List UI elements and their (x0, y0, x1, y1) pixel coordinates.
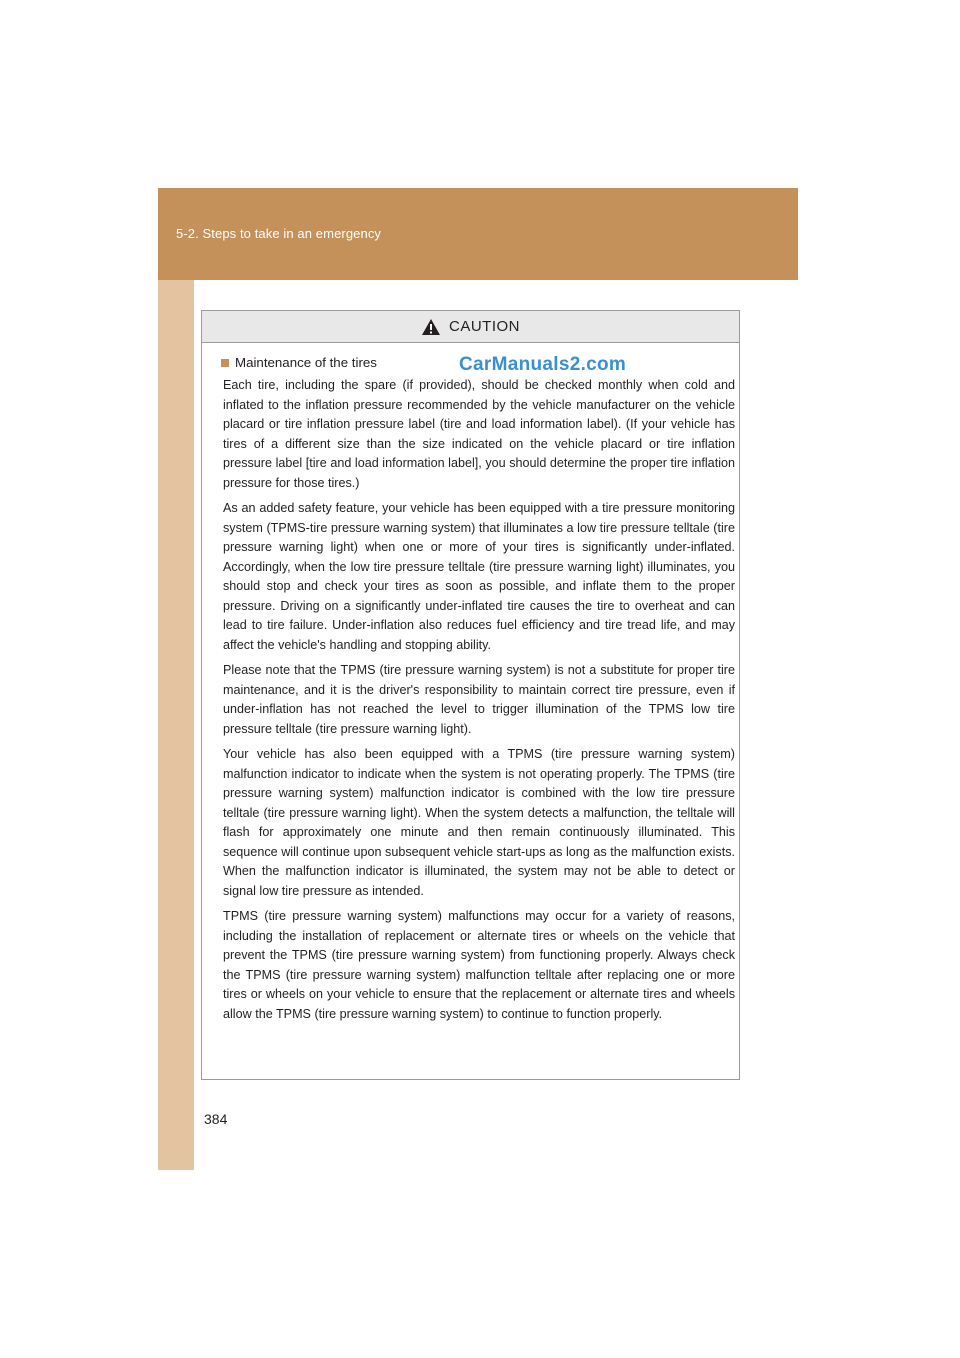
caution-paragraph: TPMS (tire pressure warning system) malfunctions may occur for a variety of reasons, including the installation of replacement or alternate tires or wheels on the vehicle that prevent the TPMS (tire pressure warning system) from functioning properly. Always check the TPMS (tire pressure warning system) malfunction telltale after replacing one or more tires or wheels on your vehicle to ensure that the replacement or alternate tires and wheels allow the TPMS (tire pressure warning system) to continue to function properly. (223, 909, 735, 1021)
section-title: 5-2. Steps to take in an emergency (176, 226, 382, 241)
caution-body (202, 343, 739, 1024)
watermark-logo: CarManuals2.com (459, 354, 627, 375)
caution-paragraph: Each tire, including the spare (if provided), should be checked monthly when cold and inflated to the inflation pressure recommended by the vehicle manufacturer on the vehicle placard or tire inflation pressure label (tire and load information label). (If your vehicle has tires of a different size than the size indicated on the vehicle placard or tire inflation pressure label [tire and load information label], you should determine the proper tire inflation pressure for those tires.) (223, 378, 735, 490)
caution-paragraph: Your vehicle has also been equipped with a TPMS (tire pressure warning system) malfunction indicator to indicate when the system is not operating properly. The TPMS (tire pressure warning system) malfunction indicator is combined with the low tire pressure telltale (tire pressure warning light). When the system detects a malfunction, the telltale will flash for approximately one minute and then remain continuously illuminated. This sequence will continue upon subsequent vehicle start-ups as long as the malfunction exists. When the malfunction indicator is illuminated, the system may not be able to detect or signal low tire pressure as intended. (223, 747, 735, 898)
caution-header (202, 311, 739, 343)
caution-box (201, 310, 740, 1080)
square-bullet-icon (221, 359, 229, 367)
left-margin-strip (158, 188, 194, 1170)
caution-paragraph: Please note that the TPMS (tire pressure warning system) is not a substitute for proper tire maintenance, and it is the driver's responsibility to maintain correct tire pressure, even if under-inflation has not reached the level to trigger illumination of the TPMS low tire pressure telltale (tire pressure warning light). (223, 663, 735, 736)
caution-paragraph: As an added safety feature, your vehicle has been equipped with a tire pressure monitoring system (TPMS-tire pressure warning system) that illuminates a low tire pressure telltale (tire pressure warning light) when one or more of your tires is significantly under-inflated. Accordingly, when the low tire pressure telltale (tire pressure warning light) illuminates, you should stop and check your tires as soon as possible, and inflate them to the proper pressure. Driving on a significantly under-inflated tire causes the tire to overheat and can lead to tire failure. Under-inflation also reduces fuel efficiency and tire tread life, and may affect the vehicle's handling and stopping ability. (223, 501, 735, 652)
caution-title: CAUTION (449, 318, 520, 335)
warning-triangle-icon (421, 318, 441, 336)
item-heading-text: Maintenance of the tires (235, 355, 377, 370)
page-number: 384 (204, 1111, 228, 1127)
